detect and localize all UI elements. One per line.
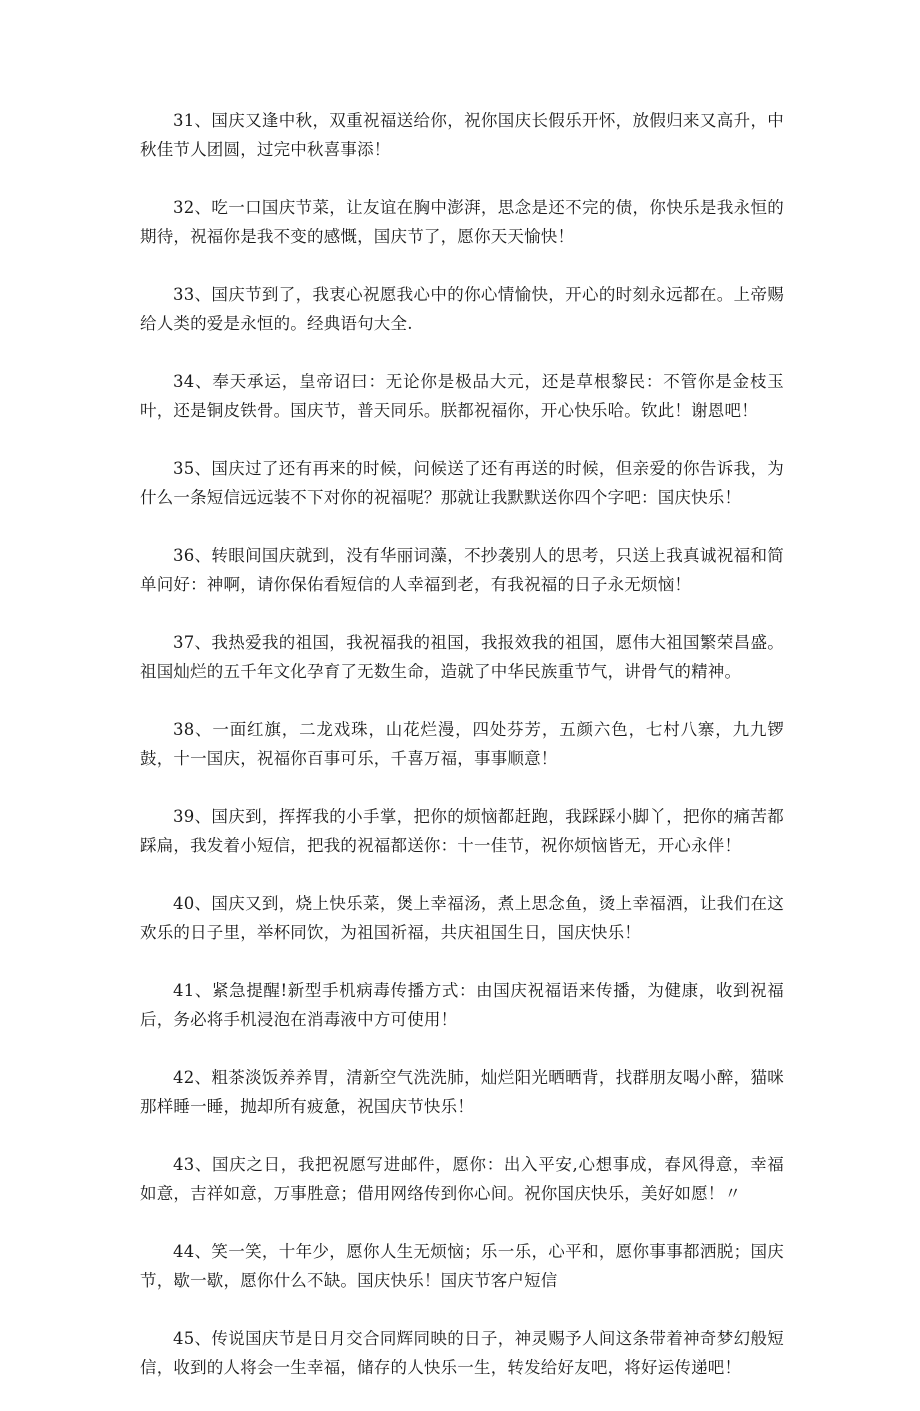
- paragraph-34: 34、奉天承运，皇帝诏曰：无论你是极品大元，还是草根黎民：不管你是金枝玉叶，还是铜皮铁骨。国庆节，普天同乐。朕都祝福你，开心快乐哈。钦此！谢恩吧！: [140, 372, 784, 420]
- paragraph-37: 37、我热爱我的祖国，我祝福我的祖国，我报效我的祖国，愿伟大祖国繁荣昌盛。祖国灿烂的五千年文化孕育了无数生命，造就了中华民族重节气，讲骨气的精神。: [140, 633, 784, 681]
- paragraph-33: 33、国庆节到了，我衷心祝愿我心中的你心情愉快，开心的时刻永远都在。上帝赐给人类的爱是永恒的。经典语句大全.: [140, 285, 784, 333]
- paragraph-32: 32、吃一口国庆节菜，让友谊在胸中澎湃，思念是还不完的债，你快乐是我永恒的期待，祝福你是我不变的感慨，国庆节了，愿你天天愉快！: [140, 198, 784, 246]
- paragraph-41: 41、紧急提醒!新型手机病毒传播方式：由国庆祝福语来传播，为健康，收到祝福后，务必将手机浸泡在消毒液中方可使用！: [140, 981, 784, 1029]
- paragraph-42: 42、粗茶淡饭养养胃，清新空气洗洗肺，灿烂阳光晒晒背，找群朋友喝小醉，猫咪那样睡一睡，抛却所有疲惫，祝国庆节快乐！: [140, 1068, 784, 1116]
- paragraph-40: 40、国庆又到，烧上快乐菜，煲上幸福汤，煮上思念鱼，烫上幸福酒，让我们在这欢乐的日子里，举杯同饮，为祖国祈福，共庆祖国生日，国庆快乐！: [140, 894, 784, 942]
- paragraph-38: 38、一面红旗，二龙戏珠，山花烂漫，四处芬芳，五颜六色，七村八寨，九九锣鼓，十一国庆，祝福你百事可乐，千喜万福，事事顺意！: [140, 720, 784, 768]
- paragraph-35: 35、国庆过了还有再来的时候，问候送了还有再送的时候，但亲爱的你告诉我，为什么一条短信远远装不下对你的祝福呢？那就让我默默送你四个字吧：国庆快乐！: [140, 459, 784, 507]
- paragraph-44: 44、笑一笑，十年少，愿你人生无烦恼；乐一乐，心平和，愿你事事都洒脱；国庆节，歇一歇，愿你什么不缺。国庆快乐！国庆节客户短信: [140, 1242, 784, 1290]
- paragraph-45: 45、传说国庆节是日月交合同辉同映的日子，神灵赐予人间这条带着神奇梦幻般短信，收到的人将会一生幸福，储存的人快乐一生，转发给好友吧，将好运传递吧！: [140, 1329, 784, 1377]
- paragraph-39: 39、国庆到，挥挥我的小手掌，把你的烦恼都赶跑，我踩踩小脚丫，把你的痛苦都踩扁，我发着小短信，把我的祝福都送你：十一佳节，祝你烦恼皆无，开心永伴！: [140, 807, 784, 855]
- paragraph-31: 31、国庆又逢中秋，双重祝福送给你，祝你国庆长假乐开怀，放假归来又高升，中秋佳节人团圆，过完中秋喜事添！: [140, 111, 784, 159]
- document-body: [140, 106, 784, 1411]
- paragraph-36: 36、转眼间国庆就到，没有华丽词藻，不抄袭别人的思考，只送上我真诚祝福和简单问好：神啊，请你保佑看短信的人幸福到老，有我祝福的日子永无烦恼！: [140, 546, 784, 594]
- paragraph-43: 43、国庆之日，我把祝愿写进邮件，愿你：出入平安,心想事成，春风得意，幸福如意，吉祥如意，万事胜意；借用网络传到你心间。祝你国庆快乐，美好如愿！〃: [140, 1155, 784, 1203]
